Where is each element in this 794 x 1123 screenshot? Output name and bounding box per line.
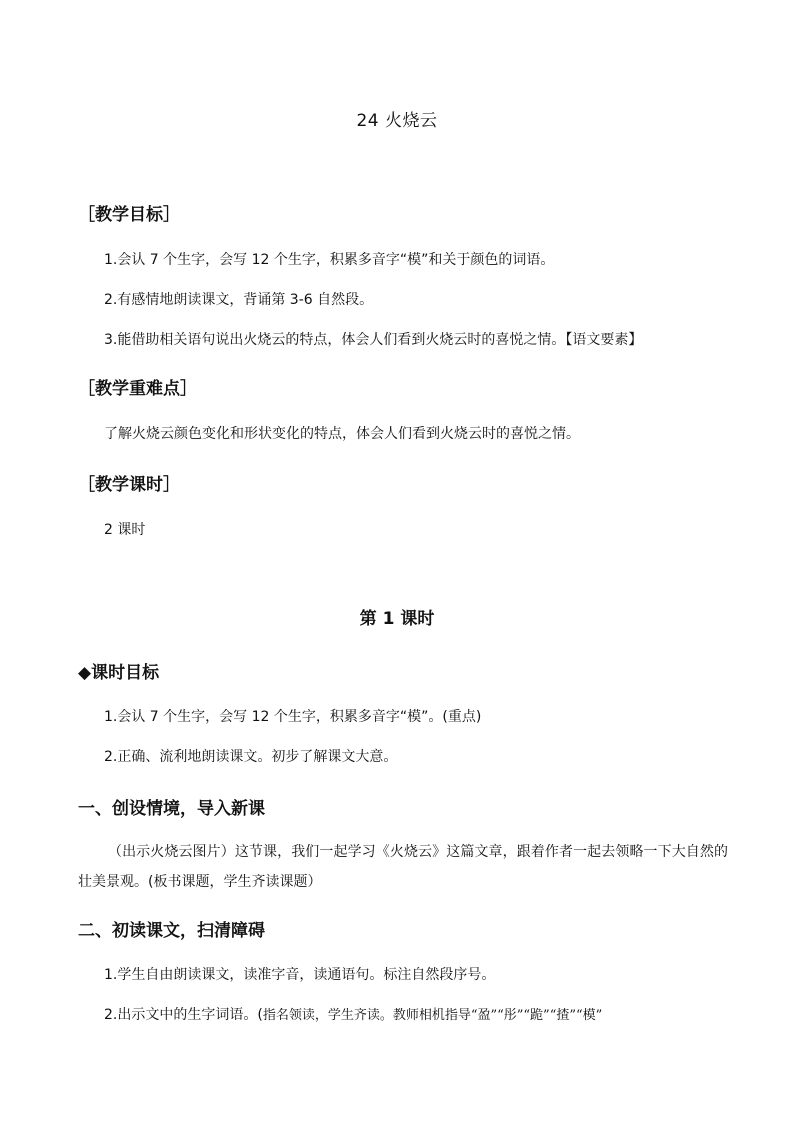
section-2-item-2-prefix: 2.出示文中的生字词语。( [104, 1007, 263, 1023]
document-title: 24 火烧云 [356, 111, 438, 131]
lesson-1-title: 第 1 课时 [359, 609, 435, 629]
section-1-heading: 一、创设情境，导入新课 [78, 799, 265, 819]
key-points-heading: ［教学重难点］ [78, 379, 197, 399]
lesson-goal-item-2: 2.正确、流利地朗读课文。初步了解课文大意。 [104, 749, 398, 765]
class-hours-text: 2 课时 [104, 522, 146, 538]
key-points-text: 了解火烧云颜色变化和形状变化的特点，体会人们看到火烧云时的喜悦之情。 [104, 426, 580, 442]
goal-item-1: 1.会认 7 个生字，会写 12 个生字，积累多音字“模”和关于颜色的词语。 [104, 252, 555, 268]
teaching-goals-heading: ［教学目标］ [78, 205, 180, 225]
goal-item-2: 2.有感情地朗读课文，背诵第 3-6 自然段。 [104, 292, 374, 308]
lesson-goals-heading: ◆课时目标 [78, 663, 160, 683]
goal-item-3: 3.能借助相关语句说出火烧云的特点，体会人们看到火烧云时的喜悦之情。【语文要素】 [104, 332, 643, 348]
section-2-item-1: 1.学生自由朗读课文，读准字音，读通语句。标注自然段序号。 [104, 967, 496, 983]
section-2-item-2-note: 指名领读，学生齐读。教师相机指导“盈”“彤”“跪”“揸”“模” [262, 1008, 603, 1023]
section-2-heading: 二、初读课文，扫清障碍 [78, 921, 265, 941]
lesson-goal-item-1: 1.会认 7 个生字，会写 12 个生字，积累多音字“模”。(重点) [104, 709, 482, 725]
section-1-paragraph: （出示火烧云图片）这节课，我们一起学习《火烧云》这篇文章，跟着作者一起去领略一下大自然的壮美景观。(板书课题，学生齐读课题） [78, 844, 728, 890]
class-hours-heading: ［教学课时］ [78, 475, 180, 495]
section-2-item-2 [104, 1004, 602, 1024]
